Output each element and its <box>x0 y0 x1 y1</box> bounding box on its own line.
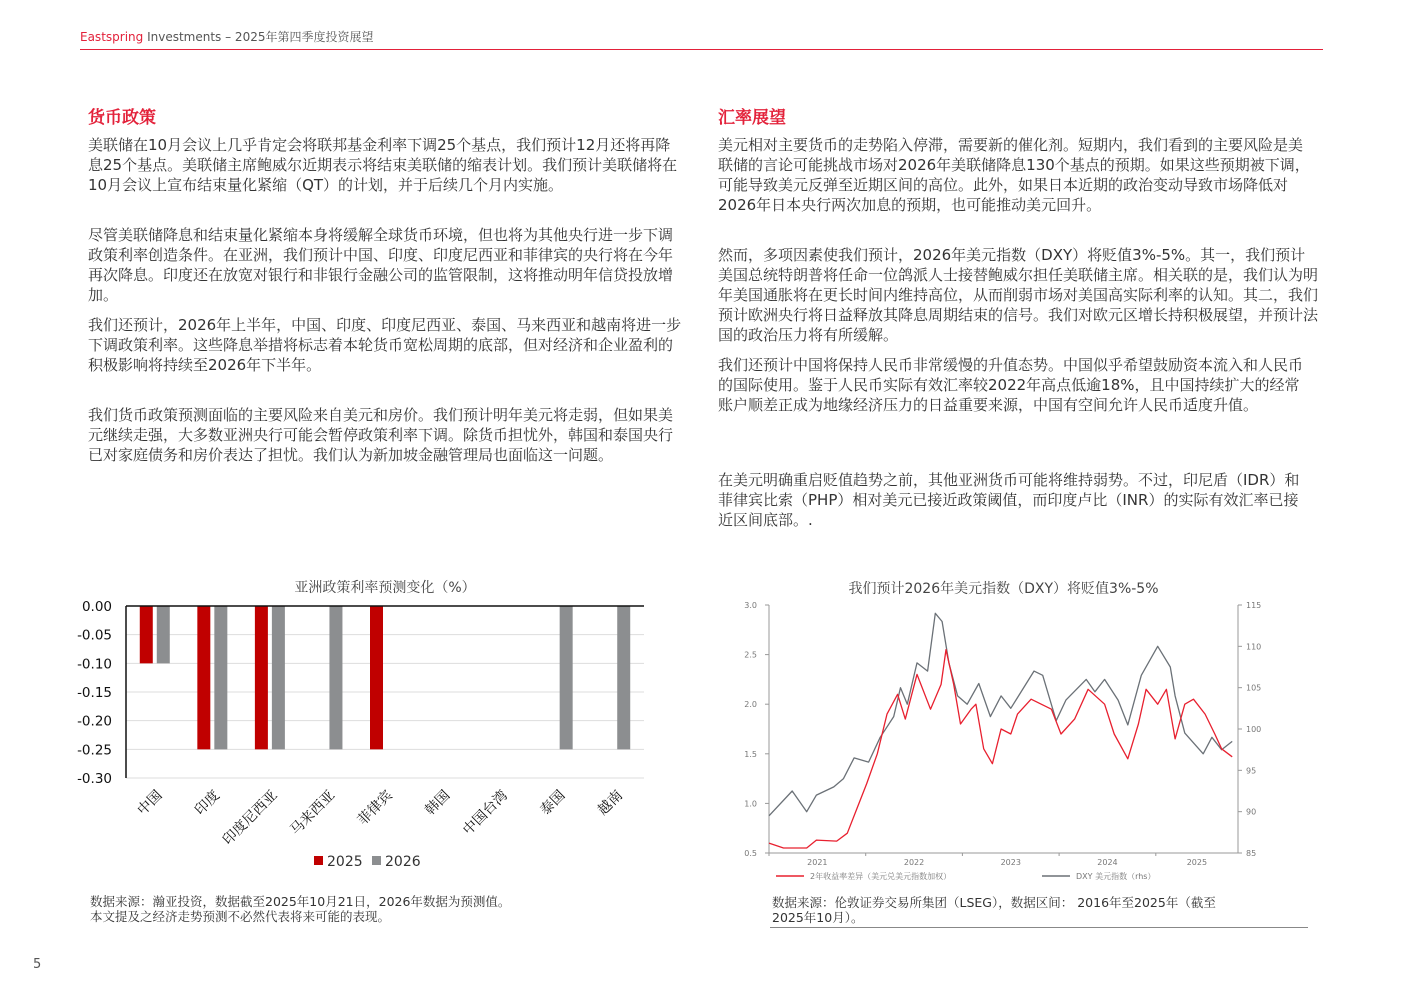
policy-rate-bar-chart <box>0 590 700 880</box>
paragraph: 我们货币政策预测面临的主要风险来自美元和房价。我们预计明年美元将走弱，但如果美元继续走强，大多数亚洲央行可能会暂停政策利率下调。除货币担忧外，韩国和泰国央行已对家庭债务和房价表达了担忧。我们认为新加坡金融管理局也面临这一问题。 <box>88 406 674 464</box>
y-tick-label: -0.25 <box>77 742 112 759</box>
bar-2025 <box>370 606 383 749</box>
left-source-note <box>90 894 510 924</box>
y2-tick-label: 110 <box>1246 642 1262 652</box>
x-tick-label: 2022 <box>903 858 925 867</box>
y2-tick-label: 95 <box>1246 766 1257 776</box>
series-line <box>769 650 1232 848</box>
x-tick-label: 2024 <box>1097 858 1118 867</box>
x-tick-label: 印度尼西亚 <box>219 787 281 849</box>
y-tick-label: 0.00 <box>81 599 112 615</box>
y-tick-label: -0.15 <box>77 685 112 701</box>
header-divider <box>80 49 1323 50</box>
x-tick-label: 中国台湾 <box>460 787 511 839</box>
y-tick-label: 2.5 <box>744 650 757 660</box>
bar-chart-title: 亚洲政策利率预测变化（%） <box>294 580 476 596</box>
x-tick-label: 马来西亚 <box>287 787 339 839</box>
x-tick-label: 2021 <box>807 858 828 867</box>
bar-2025 <box>197 606 210 749</box>
bar-2026 <box>157 606 170 663</box>
disclaimer-line: 本文提及之经济走势预测不必然代表将来可能的表现。 <box>90 909 391 924</box>
series-line <box>769 613 1232 816</box>
running-header <box>80 28 373 45</box>
x-tick-label: 印度 <box>192 787 224 819</box>
y-tick-label: 3.0 <box>744 601 757 610</box>
y-tick-label: -0.20 <box>77 713 112 730</box>
y-tick-label: 1.0 <box>744 799 757 809</box>
paragraph: 我们还预计中国将保持人民币非常缓慢的升值态势。中国似乎希望鼓励资本流入和人民币的国际使用。鉴于人民币实际有效汇率较2022年高点低逾18%，且中国持续扩大的经常账户顺差正成为地缘经济压力的日益重要来源，中国有空间允许人民币适度升值。 <box>718 356 1304 414</box>
x-tick-label: 泰国 <box>537 787 569 819</box>
paragraph: 尽管美联储降息和结束量化紧缩本身将缓解全球货币环境，但也将为其他央行进一步下调政策利率创造条件。在亚洲，我们预计中国、印度、印度尼西亚和菲律宾的央行将在今年再次降息。印度还在放宽对银行和非银行金融公司的监管限制，这将推动明年信贷投放增加。 <box>88 226 674 304</box>
header-title: Investments – 2025年第四季度投资展望 <box>143 30 374 44</box>
bar-2025 <box>140 606 153 663</box>
section-heading-fx-outlook: 汇率展望 <box>718 108 786 128</box>
bar-2026 <box>617 606 630 749</box>
bar-2026 <box>214 606 227 749</box>
bar-2026 <box>560 606 573 749</box>
line-chart-title: 我们预计2026年美元指数（DXY）将贬值3%-5% <box>848 581 1159 597</box>
brand-name: Eastspring <box>80 30 144 44</box>
paragraph: 美联储在10月会议上几乎肯定会将联邦基金利率下调25个基点，我们预计12月还将再降息25个基点。美联储主席鲍威尔近期表示将结束美联储的缩表计划。我们预计美联储将在10月会议上宣布结束量化紧缩（QT）的计划，并于后续几个月内实施。 <box>88 136 678 194</box>
y-tick-label: -0.30 <box>77 771 112 787</box>
page-number: 5 <box>33 957 42 972</box>
paragraph: 然而，多项因素使我们预计，2026年美元指数（DXY）将贬值3%-5%。其一，我们预计美国总统特朗普将任命一位鸽派人士接替鲍威尔担任美联储主席。相关联的是，我们认为明年美国通胀将在更长时间内维持高位，从而削弱市场对美国高实际利率的认知。其二，我们预计欧洲央行将日益释放其降息周期结束的信号。我们对欧元区增长持积极展望，并预计法国的政治压力将有所缓解。 <box>718 246 1319 344</box>
x-tick-label: 2025 <box>1186 858 1208 867</box>
y2-tick-label: 90 <box>1246 807 1257 817</box>
y-tick-label: -0.05 <box>77 627 112 644</box>
source-line: 数据来源：伦敦证券交易所集团（LSEG），数据区间： 2016年至2025年（截至 <box>772 895 1216 910</box>
x-tick-label: 2023 <box>1000 858 1021 867</box>
paragraph: 美元相对主要货币的走势陷入停滞，需要新的催化剂。短期内，我们看到的主要风险是美联储的言论可能挑战市场对2026年美联储降息130个基点的预期。如果这些预期被下调，可能导致美元反弹至近期区间的高位。此外，如果日本近期的政治变动导致市场降低对2026年日本央行两次加息的预期，也可能推动美元回升。 <box>718 136 1310 214</box>
dxy-line-chart <box>700 595 1320 890</box>
paragraph: 在美元明确重启贬值趋势之前，其他亚洲货币可能将维持弱势。不过，印尼盾（IDR）和菲律宾比索（PHP）相对美元已接近政策阈值，而印度卢比（INR）的实际有效汇率已接近区间底部。. <box>718 471 1300 529</box>
paragraph: 我们还预计，2026年上半年，中国、印度、印度尼西亚、泰国、马来西亚和越南将进一步下调政策利率。这些降息举措将标志着本轮货币宽松周期的底部，但对经济和企业盈利的积极影响将持续至2026年下半年。 <box>88 316 682 374</box>
x-tick-label: 越南 <box>594 787 627 819</box>
section-heading-monetary-policy: 货币政策 <box>88 108 156 128</box>
y-tick-label: 2.0 <box>744 700 757 710</box>
y2-tick-label: 85 <box>1246 849 1257 858</box>
x-tick-label: 中国 <box>134 787 166 819</box>
x-tick-label: 韩国 <box>422 787 454 819</box>
x-tick-label: 菲律宾 <box>354 787 396 829</box>
source-divider <box>770 927 1308 928</box>
y-tick-label: 0.5 <box>744 849 757 858</box>
source-line: 2025年10月）。 <box>772 910 864 925</box>
bar-2025 <box>255 606 268 749</box>
bar-2026 <box>329 606 342 749</box>
source-line: 数据来源：瀚亚投资，数据截至2025年10月21日，2026年数据为预测值。 <box>90 894 511 909</box>
legend-label: DXY 美元指数（rhs） <box>1076 872 1156 881</box>
legend-label: 2025 <box>327 854 363 870</box>
right-source-note <box>772 895 1312 925</box>
y-tick-label: -0.10 <box>77 656 112 673</box>
legend-swatch <box>314 856 323 865</box>
legend-label: 2026 <box>385 854 421 870</box>
y2-tick-label: 105 <box>1246 683 1262 693</box>
y-tick-label: 1.5 <box>744 749 757 759</box>
y2-tick-label: 115 <box>1246 601 1262 610</box>
legend-label: 2年收益率差异（美元兑美元指数加权） <box>810 872 952 881</box>
bar-2026 <box>272 606 285 749</box>
legend-swatch <box>372 856 381 865</box>
y2-tick-label: 100 <box>1246 725 1262 734</box>
